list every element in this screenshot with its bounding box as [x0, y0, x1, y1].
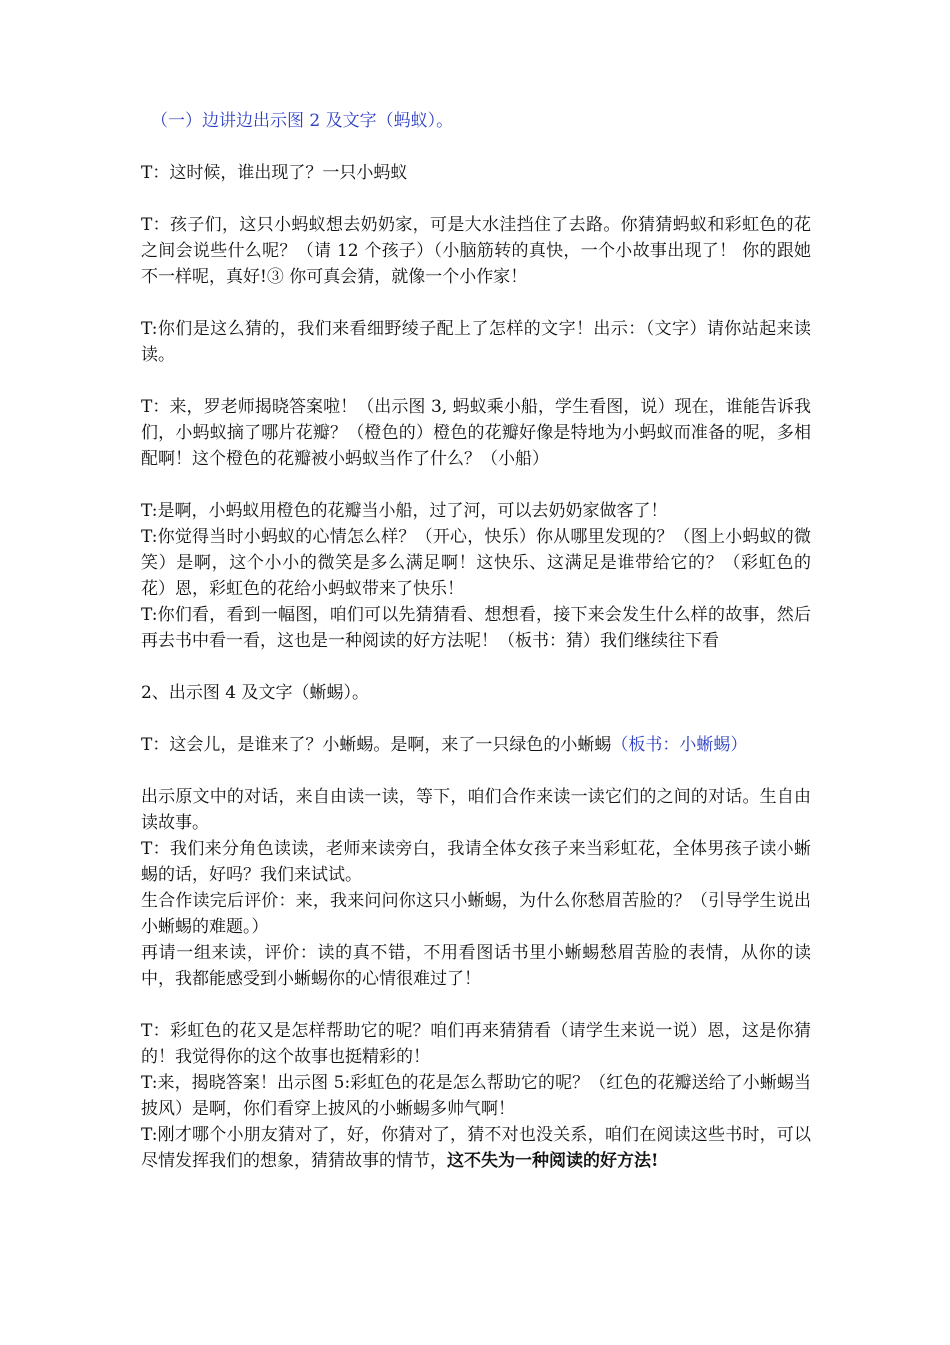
paragraph-15: T：彩虹色的花又是怎样帮助它的呢？咱们再来猜猜看（请学生来说一说）恩，这是你猜的！我觉得你的这个故事也挺精彩的！: [141, 1021, 811, 1067]
blackboard-note: （板书：小蜥蜴）: [611, 735, 748, 755]
paragraph-5: T：来，罗老师揭晓答案啦！（出示图 3, 蚂蚁乘小船，学生看图，说）现在，谁能告诉我们，小蚂蚁摘了哪片花瓣？（橙色的）橙色的花瓣好像是特地为小蚂蚁而准备的呢，多相配啊！这个橙色的花瓣被小蚂蚁当作了什么？（小船）: [141, 397, 811, 469]
paragraph-11: 出示原文中的对话，来自由读一读，等下，咱们合作来读一读它们的之间的对话。生自由读故事。: [141, 787, 811, 833]
paragraph-3: T：孩子们，这只小蚂蚁想去奶奶家，可是大水洼挡住了去路。你猜猜蚂蚁和彩虹色的花之间会说些什么呢？（请 12 个孩子）（小脑筋转的真快，一个小故事出现了！ 你的跟她不一样呢，真好!③ 你可真会猜，就像一个小作家！: [141, 215, 811, 287]
paragraph-16: T:来，揭晓答案！出示图 5:彩虹色的花是怎么帮助它的呢？（红色的花瓣送给了小蜥蜴当披风）是啊，你们看穿上披风的小蜥蜴多帅气啊！: [141, 1073, 811, 1119]
paragraph-12: T：我们来分角色读读，老师来读旁白，我请全体女孩子来当彩虹花，全体男孩子读小蜥蜴的话，好吗？我们来试试。: [141, 839, 811, 885]
paragraph-7: T:你觉得当时小蚂蚁的心情怎么样？（开心，快乐）你从哪里发现的？（图上小蚂蚁的微笑）是啊，这个小小的微笑是多么满足啊！这快乐、这满足是谁带给它的？（彩虹色的花）恩，彩虹色的花给小蚂蚁带来了快乐！: [141, 527, 811, 599]
emphasis-text: 这不失为一种阅读的好方法!: [447, 1151, 659, 1171]
paragraph-17-text: T:刚才哪个小朋友猜对了，好，你猜对了，猜不对也没关系，咱们在阅读这些书时，可以尽情发挥我们的想象，猜猜故事的情节，: [141, 1125, 811, 1171]
paragraph-6: T:是啊，小蚂蚁用橙色的花瓣当小船，过了河，可以去奶奶家做客了！: [141, 501, 668, 521]
paragraph-13: 生合作读完后评价：来，我来问问你这只小蜥蜴，为什么你愁眉苦脸的？（引导学生说出小蜥蜴的难题。）: [141, 891, 811, 937]
paragraph-2: T：这时候，谁出现了？一只小蚂蚁: [141, 163, 408, 183]
paragraph-10-text: T：这会儿，是谁来了？小蜥蜴。是啊，来了一只绿色的小蜥蜴: [141, 735, 612, 755]
paragraph-14: 再请一组来读，评价：读的真不错，不用看图话书里小蜥蜴愁眉苦脸的表情，从你的读中，我都能感受到小蜥蜴你的心情很难过了！: [141, 943, 811, 989]
document-page: [141, 108, 811, 1174]
section-heading: （一）边讲边出示图 2 及文字（蚂蚁）。: [151, 111, 454, 131]
paragraph-17: [141, 1122, 811, 1174]
paragraph-10: [141, 732, 811, 758]
subsection-heading: 2、出示图 4 及文字（蜥蜴）。: [141, 683, 369, 703]
paragraph-8: T:你们看，看到一幅图，咱们可以先猜猜看、想想看，接下来会发生什么样的故事，然后再去书中看一看，这也是一种阅读的好方法呢！（板书：猜）我们继续往下看: [141, 605, 811, 651]
paragraph-4: T:你们是这么猜的，我们来看细野绫子配上了怎样的文字！出示：（文字）请你站起来读读。: [141, 319, 811, 365]
